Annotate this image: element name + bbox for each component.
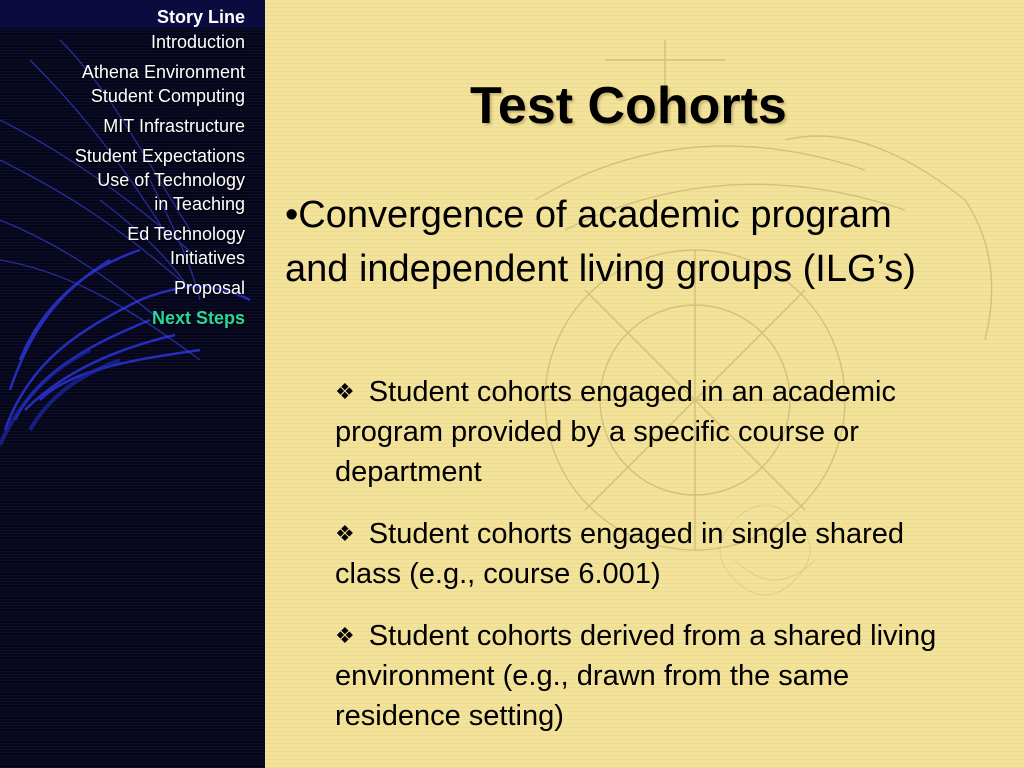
sub-bullet-item: ❖ Student cohorts engaged in single shared class (e.g., course 6.001) [335,518,905,590]
slide-content [265,0,1024,768]
diamond-bullet-icon: ❖ [335,521,355,546]
slide-title: Test Cohorts [470,77,787,135]
sub-bullet-item: ❖ Student cohorts derived from a shared living environment (e.g., drawn from the same residence setting) [335,620,937,732]
nav-item-mit-infrastructure[interactable]: MIT Infrastructure [103,116,245,136]
nav-item-ed-technology[interactable]: Ed Technology Initiatives [127,224,245,268]
nav-item-athena-environment[interactable]: Athena Environment Student Computing [81,62,245,106]
nav-item-student-expectations[interactable]: Student Expectations Use of Technology in Teaching [74,146,245,214]
main-bullet: •Convergence of academic program and independent living groups (ILG’s) [285,194,916,290]
diamond-bullet-icon: ❖ [335,623,355,648]
nav-item-introduction[interactable]: Introduction [150,32,245,52]
diamond-bullet-icon: ❖ [335,379,355,404]
sub-bullet-list [335,372,975,758]
nav-item-next-steps[interactable]: Next Steps [151,308,245,328]
story-line-nav [5,5,245,336]
nav-item-proposal[interactable]: Proposal [173,278,245,298]
story-line-title: Story Line [156,7,245,27]
sidebar [0,0,265,768]
sub-bullet-item: ❖ Student cohorts engaged in an academic program provided by a specific course or department [335,376,896,488]
